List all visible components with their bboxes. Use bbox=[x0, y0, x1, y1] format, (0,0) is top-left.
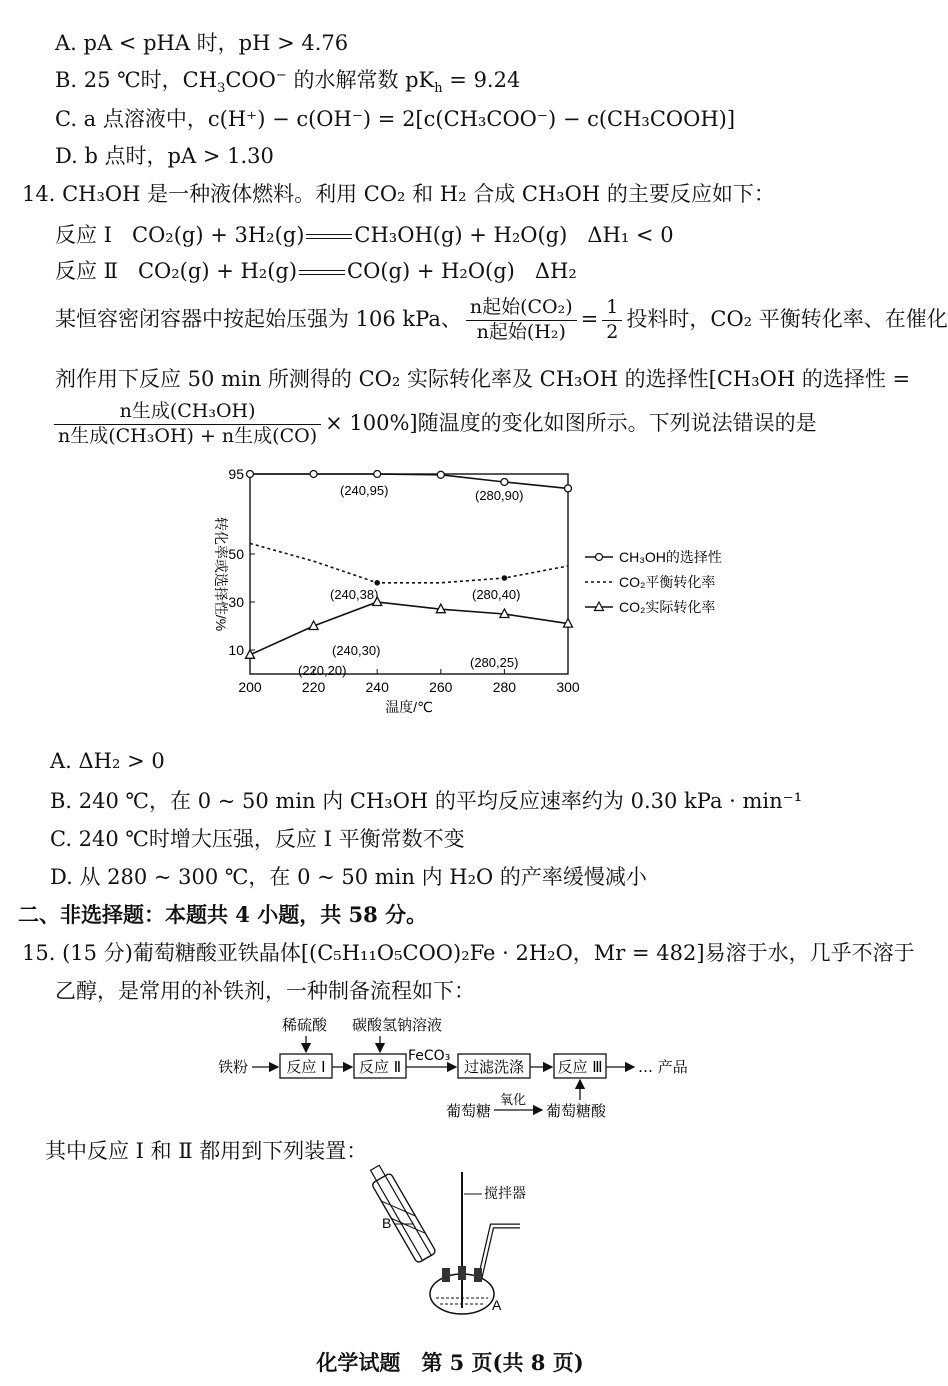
data-annotation: (240,95) bbox=[340, 483, 389, 498]
x-tick-label: 240 bbox=[365, 679, 389, 695]
legend-label-2: CO₂实际转化率 bbox=[619, 599, 716, 615]
svg-text:反应 Ⅱ: 反应 Ⅱ bbox=[358, 1058, 402, 1076]
legend-marker-0 bbox=[596, 554, 603, 561]
series-point-0 bbox=[310, 471, 317, 478]
q14-para-1: 某恒容密闭容器中按起始压强为 106 kPa、 $\frac{\text{n起始(CO₂)}}{\text{n起始(H₂)}}$ = $\frac{1}{2}$ 投料时，CO₂ 平衡转化率、在催化 bbox=[55, 296, 948, 343]
section-2-heading: 二、非选择题：本题共 4 小题，共 58 分。 bbox=[18, 902, 428, 927]
preparation-flow-diagram bbox=[210, 1010, 730, 1125]
y-tick-label: 50 bbox=[228, 546, 244, 562]
q14-option-a: A. ΔH₂ > 0 bbox=[50, 749, 165, 773]
series-point-0 bbox=[565, 485, 572, 492]
q15-line-1: 15. (15 分)葡萄糖酸亚铁晶体[(C₅H₁₁O₅COO)₂Fe · 2H₂O，Mr = 482]易溶于水，几乎不溶于 bbox=[22, 941, 915, 965]
series-point-0 bbox=[247, 471, 254, 478]
page-footer: 化学试题 第 5 页(共 8 页) bbox=[316, 1350, 584, 1375]
data-annotation: (240,38) bbox=[330, 587, 379, 602]
series-point-1 bbox=[502, 575, 508, 581]
data-annotation: (280,90) bbox=[475, 488, 524, 503]
flow-end-text: … 产品 bbox=[638, 1058, 688, 1076]
q14-reaction-1: 反应 Ⅰ CO₂(g) + 3H₂(g) CH₃OH(g) + H₂O(g) ΔH₁ < 0 bbox=[55, 223, 674, 247]
q14-option-c: C. 240 ℃时增大压强，反应 Ⅰ 平衡常数不变 bbox=[50, 827, 465, 851]
svg-text:反应 Ⅰ: 反应 Ⅰ bbox=[286, 1058, 326, 1076]
q14-option-d: D. 从 280 ~ 300 ℃，在 0 ~ 50 min 内 H₂O 的产率缓慢减小 bbox=[50, 865, 647, 889]
y-tick-label: 95 bbox=[228, 466, 244, 482]
y-tick-label: 10 bbox=[228, 642, 244, 658]
apparatus-label-a: A bbox=[492, 1297, 502, 1313]
flow-glucose: 葡萄糖 bbox=[446, 1102, 492, 1120]
q14-reaction-2: 反应 Ⅱ CO₂(g) + H₂(g) CO(g) + H₂O(g) ΔH₂ bbox=[55, 259, 577, 283]
x-tick-label: 220 bbox=[301, 679, 326, 695]
series-point-0 bbox=[501, 479, 508, 486]
series-point-0 bbox=[437, 471, 444, 478]
legend-label-1: CO₂平衡转化率 bbox=[619, 574, 716, 590]
q13-option-a: A. pA < pHA 时，pH > 4.76 bbox=[55, 31, 349, 55]
svg-text:反应 Ⅲ: 反应 Ⅲ bbox=[557, 1058, 603, 1076]
y-tick-label: 30 bbox=[228, 594, 244, 610]
x-tick-label: 200 bbox=[238, 679, 262, 695]
flow-intermediate: FeCO₃ bbox=[408, 1048, 451, 1064]
q15-line-2: 乙醇，是常用的补铁剂，一种制备流程如下： bbox=[55, 979, 475, 1003]
selectivity-fraction: $\frac{\text{n生成(CH₃OH)}}{\text{n生成(CH₃OH) + n生成(CO)}}$ bbox=[54, 400, 321, 449]
y-axis-label: 转化率或选择性/% bbox=[213, 516, 229, 632]
conversion-selectivity-chart bbox=[190, 462, 750, 742]
half-fraction: $\frac{1}{2}$ bbox=[602, 296, 622, 345]
q13-option-d: D. b 点时，pA > 1.30 bbox=[55, 144, 274, 168]
q14-para-2: 剂作用下反应 50 min 所测得的 CO₂ 实际转化率及 CH₃OH 的选择性[CH₃OH 的选择性 = bbox=[55, 367, 911, 391]
series-point-1 bbox=[374, 580, 380, 586]
q14-stem: 14. CH₃OH 是一种液体燃料。利用 CO₂ 和 H₂ 合成 CH₃OH 的主要反应如下： bbox=[22, 182, 775, 206]
x-axis-label: 温度/℃ bbox=[385, 699, 433, 715]
series-line-1 bbox=[250, 543, 568, 582]
series-point-0 bbox=[374, 471, 381, 478]
legend-label-0: CH₃OH的选择性 bbox=[619, 549, 722, 565]
data-annotation: (280,40) bbox=[472, 587, 521, 602]
reaction-apparatus-diagram bbox=[380, 1168, 550, 1318]
data-annotation: (240,30) bbox=[332, 643, 381, 658]
x-tick-label: 280 bbox=[492, 679, 517, 695]
q13-option-b: B. 25 ℃时，$CH_3COO^-$ 的水解常数 $pK_h = 9.24$ bbox=[55, 68, 521, 97]
q15-line-3: 其中反应 Ⅰ 和 Ⅱ 都用到下列装置： bbox=[45, 1139, 368, 1163]
q14-para-3: $\frac{\text{n生成(CH₃OH)}}{\text{n生成(CH₃OH) + n生成(CO)}}$ × 100%]随温度的变化如图所示。下列说法错误的是 bbox=[50, 400, 817, 449]
flow-reagent-1: 稀硫酸 bbox=[282, 1016, 328, 1034]
flow-start-text: 铁粉 bbox=[218, 1058, 249, 1076]
flow-reagent-2: 碳酸氢钠溶液 bbox=[352, 1016, 443, 1034]
series-line-0 bbox=[250, 474, 568, 488]
apparatus-label-b: B bbox=[382, 1215, 392, 1231]
x-tick-label: 300 bbox=[556, 679, 580, 695]
q13-option-c: C. a 点溶液中，c(H⁺) − c(OH⁻) = 2[c(CH₃COO⁻) − c(CH₃COOH)] bbox=[55, 107, 736, 131]
ratio-fraction: $\frac{\text{n起始(CO₂)}}{\text{n起始(H₂)}}$ bbox=[466, 296, 577, 345]
flow-oxidation: 氧化 bbox=[500, 1093, 527, 1108]
svg-text:过滤洗涤: 过滤洗涤 bbox=[463, 1058, 525, 1076]
data-annotation: (220,20) bbox=[298, 663, 347, 678]
series-line-2 bbox=[250, 602, 568, 655]
plot-frame bbox=[250, 474, 568, 674]
data-annotation: (280,25) bbox=[470, 655, 519, 670]
x-tick-label: 260 bbox=[429, 679, 453, 695]
flow-gluconic-acid: 葡萄糖酸 bbox=[546, 1102, 607, 1120]
apparatus-label-stirrer: 搅拌器 bbox=[484, 1186, 526, 1202]
q14-option-b: B. 240 ℃，在 0 ~ 50 min 内 CH₃OH 的平均反应速率约为 0.30 kPa · min⁻¹ bbox=[50, 789, 803, 813]
equilibrium-arrow-icon bbox=[306, 234, 352, 239]
equilibrium-arrow-icon bbox=[299, 270, 345, 275]
